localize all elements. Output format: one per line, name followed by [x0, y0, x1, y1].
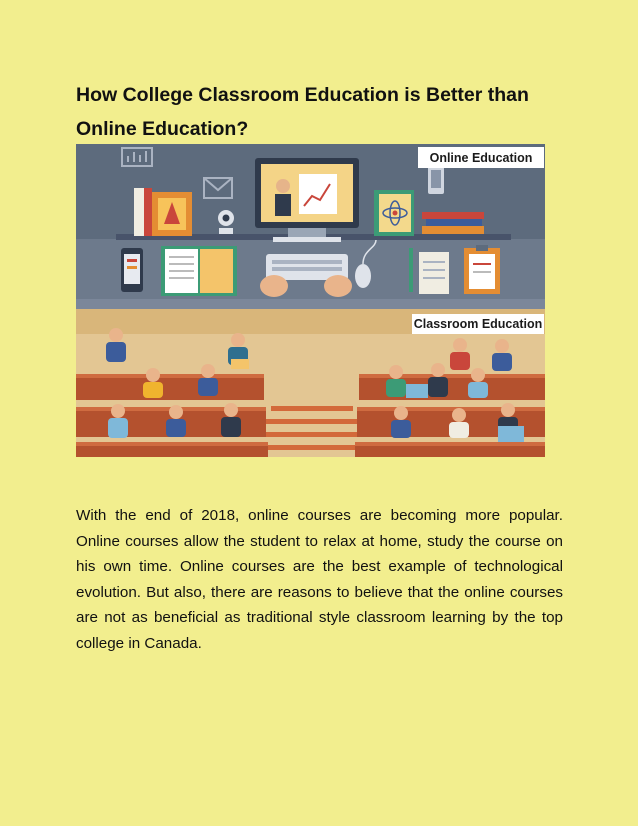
classroom-label-text: Classroom Education: [413, 317, 543, 331]
classroom-education-panel: [76, 309, 545, 457]
tablet-icon: [121, 248, 143, 292]
open-book-icon: [161, 246, 237, 296]
phone-icon: [428, 166, 444, 194]
clipboard-icon: [464, 245, 500, 294]
webcam-icon: [218, 210, 234, 234]
science-book-icon: [374, 190, 414, 236]
hero-illustration: [76, 144, 545, 457]
stacked-books-icon: [422, 212, 484, 234]
online-education-label: [418, 147, 544, 168]
books-icon: [134, 188, 192, 236]
page-title: How College Classroom Education is Better than Online Education?: [76, 84, 529, 140]
classroom-education-label: [412, 314, 544, 334]
online-education-panel: [76, 144, 545, 309]
online-label-text: Online Education: [429, 151, 533, 165]
article-body: With the end of 2018, online courses are becoming more popular. Online courses allow the student to relax at home, study the course on his own time. Online courses are the best example of technological evolution. But also, there are reasons to believe that the online courses are not as beneficial as traditional style classroom learning by the top college in Canada.: [76, 507, 563, 652]
